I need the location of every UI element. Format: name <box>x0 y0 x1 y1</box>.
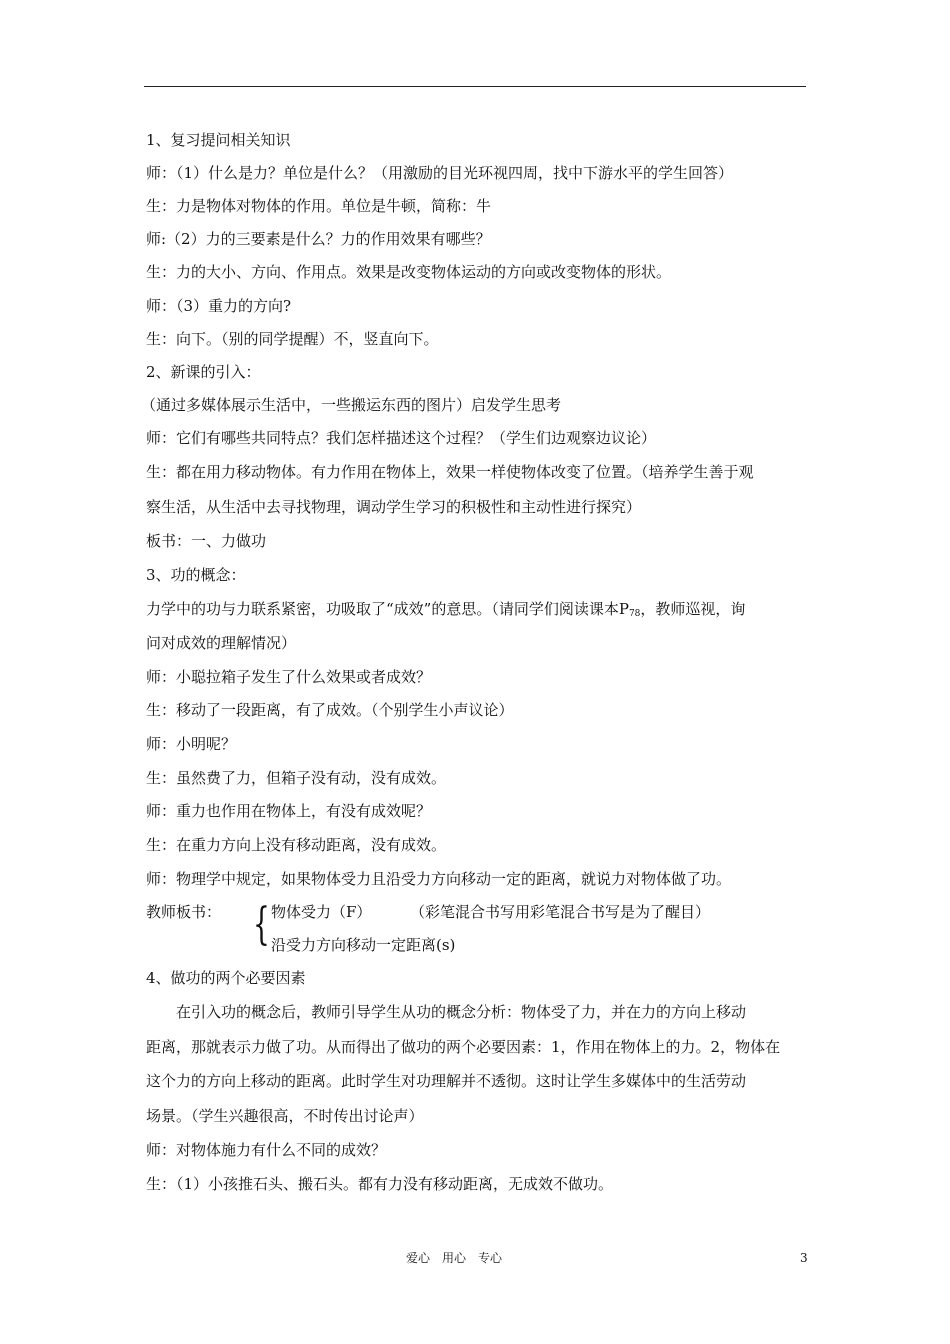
text-line: 在引入功的概念后，教师引导学生从功的概念分析：物体受了力，并在力的方向上移动 <box>176 1003 747 1021</box>
brace-symbol: { <box>253 899 270 950</box>
text-line <box>146 599 810 624</box>
page-subscript: 78 <box>628 609 641 619</box>
text-line: 师：重力也作用在物体上，有没有成效呢？ <box>146 802 432 820</box>
text-line: 生：都在用力移动物体。有力作用在物体上，效果一样使物体改变了位置。（培养学生善于观 <box>146 463 754 481</box>
text-line: 师：（3）重力的方向? <box>146 297 292 315</box>
text-line: 生：在重力方向上没有移动距离，没有成效。 <box>146 836 447 854</box>
board-item-distance: 沿受力方向移动一定距离(s) <box>271 936 456 954</box>
board-item-force: 物体受力（F） <box>271 903 372 921</box>
text-line: 板书：一、力做功 <box>146 532 267 550</box>
section-heading-2: 2、新课的引入： <box>146 363 261 381</box>
text-line: 师:（2）力的三要素是什么？力的作用效果有哪些？ <box>146 230 491 248</box>
text-line: 场景。（学生兴趣很高，不时传出讨论声） <box>146 1107 424 1125</box>
text-line: 问对成效的理解情况） <box>146 634 297 652</box>
text-line: 生：移动了一段距离，有了成效。（个别学生小声议论） <box>146 701 514 719</box>
text-line: 师：小聪拉箱子发生了什么效果或者成效？ <box>146 668 432 686</box>
text-line: （通过多媒体展示生活中，一些搬运东西的图片）启发学生思考 <box>141 396 562 414</box>
text-line: 生：力是物体对物体的作用。单位是牛顿，简称：牛 <box>146 197 492 215</box>
text-line: 师：它们有哪些共同特点？我们怎样描述这个过程？（学生们边观察边议论） <box>146 429 657 447</box>
board-label: 教师板书： <box>146 903 222 921</box>
text-line: 察生活，从生活中去寻找物理，调动学生学习的积极性和主动性进行探究） <box>146 498 642 516</box>
footer-motto: 爱心 用心 专心 <box>406 1251 503 1265</box>
text-line: 师：物理学中规定，如果物体受力且沿受力方向移动一定的距离，就说力对物体做了功。 <box>146 870 732 888</box>
text-line: 师：小明呢？ <box>146 735 237 753</box>
text-line: 师：对物体施力有什么不同的成效？ <box>146 1141 387 1159</box>
section-heading-3: 3、功的概念： <box>146 566 246 584</box>
board-item-note: （彩笔混合书写用彩笔混合书写是为了醒目） <box>410 903 711 921</box>
header-rule <box>144 86 806 87</box>
section-heading-1: 1、复习提问相关知识 <box>146 131 291 149</box>
page-number: 3 <box>800 1251 808 1265</box>
text-line: 这个力的方向上移动的距离。此时学生对功理解并不透彻。这时让学生多媒体中的生活劳动 <box>146 1072 747 1090</box>
text-line: 距离，那就表示力做了功。从而得出了做功的两个必要因素：1，作用在物体上的力。2，物体在 <box>146 1038 781 1056</box>
text-line: 生：力的大小、方向、作用点。效果是改变物体运动的方向或改变物体的形状。 <box>146 263 672 281</box>
text-line: 生：虽然费了力，但箱子没有动，没有成效。 <box>146 769 447 787</box>
text-segment: 力学中的功与力联系紧密，功吸取了“成效”的意思。（请同学们阅读课本P <box>146 600 629 618</box>
text-line: 生：（1）小孩推石头、搬石头。都有力没有移动距离，无成效不做功。 <box>146 1175 614 1193</box>
section-heading-4: 4、做功的两个必要因素 <box>146 969 306 987</box>
text-line: 师：（1）什么是力？单位是什么？（用激励的目光环视四周，找中下游水平的学生回答） <box>146 164 734 182</box>
text-line: 生：向下。（别的同学提醒）不，竖直向下。 <box>146 330 439 348</box>
text-segment: ，教师巡视，询 <box>640 600 746 618</box>
